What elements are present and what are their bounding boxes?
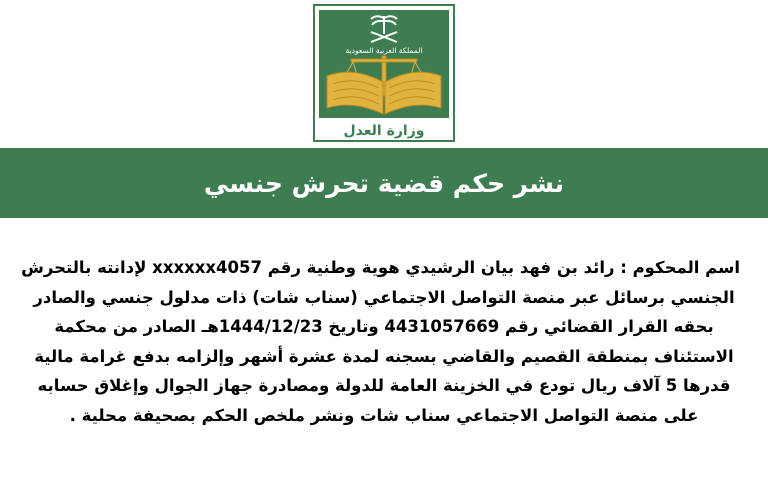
title-banner bbox=[0, 148, 768, 218]
page-title: نشر حكم قضية تحرش جنسي bbox=[203, 168, 565, 198]
logo-emblem-text: المملكة العربية السعودية bbox=[345, 46, 423, 55]
announcement-text bbox=[21, 253, 740, 430]
announcement-line: بحقه القرار القضائي رقم 4431057669 وتاريخ 1444/12/23هـ الصادر من محكمة bbox=[54, 317, 714, 336]
announcement-line: قدرها 5 آلاف ريال تودع في الخزينة العامة للدولة ومصادرة جهاز الجوال وإغلاق حسابه bbox=[37, 376, 731, 395]
ministry-of-justice-logo bbox=[313, 4, 455, 142]
announcement-line: الجنسي برسائل عبر منصة التواصل الاجتماعي (سناب شات) ذات مدلول جنسي والصادر bbox=[33, 287, 735, 307]
announcement-line: الاستئناف بمنطقة القصيم والقاضي بسجنه لمدة عشرة أشهر وإلزامه بدفع غرامة مالية bbox=[34, 346, 734, 366]
logo-ministry-name: وزارة العدل bbox=[343, 123, 425, 139]
announcement-line: اسم المحكوم : رائد بن فهد بيان الرشيدي هوية وطنية رقم xxxxxx4057 لإدانته بالتحرش bbox=[21, 258, 740, 277]
ministry-of-justice-emblem-icon bbox=[313, 4, 455, 142]
announcement-line: على منصة التواصل الاجتماعي سناب شات ونشر ملخص الحكم بصحيفة محلية . bbox=[69, 405, 699, 425]
